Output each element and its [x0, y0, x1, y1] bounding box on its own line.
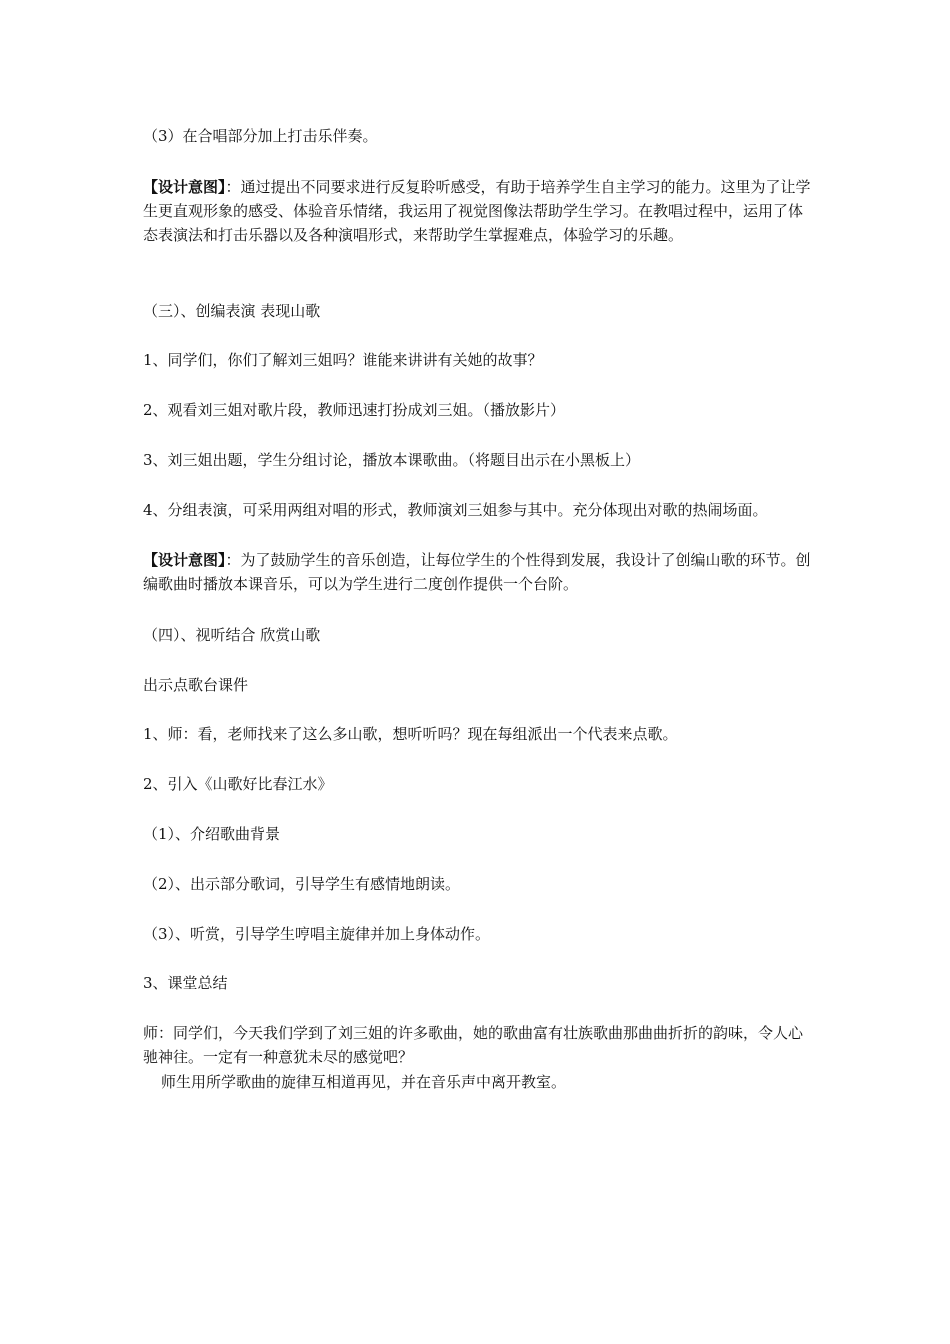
paragraph-text: （三）、创编表演 表现山歌 — [143, 302, 321, 320]
paragraph-step-4 — [143, 498, 811, 522]
paragraph-sub-1 — [143, 822, 811, 846]
paragraph-percussion — [143, 124, 811, 148]
paragraph-text: 1、师：看，老师找来了这么多山歌，想听听吗？现在每组派出一个代表来点歌。 — [143, 725, 678, 743]
paragraph-summary-heading — [143, 971, 811, 995]
paragraph-design-intent-2 — [143, 548, 811, 596]
paragraph-text: 师：同学们，今天我们学到了刘三姐的许多歌曲，她的歌曲富有壮族歌曲那曲曲折折的韵味，令人心驰神往。一定有一种意犹未尽的感觉吧？ — [143, 1024, 804, 1066]
paragraph-text: 3、刘三姐出题，学生分组讨论，播放本课歌曲。（将题目出示在小黑板上） — [143, 451, 641, 469]
paragraph-sub-3 — [143, 922, 811, 946]
paragraph-text: （2）、出示部分歌词，引导学生有感情地朗读。 — [143, 875, 461, 893]
section-heading-3 — [143, 299, 811, 323]
paragraph-text: 4、分组表演，可采用两组对唱的形式，教师演刘三姐参与其中。充分体现出对歌的热闹场面。 — [143, 501, 768, 519]
paragraph-text: ：通过提出不同要求进行反复聆听感受，有助于培养学生自主学习的能力。这里为了让学生更直观形象的感受、体验音乐情绪，我运用了视觉图像法帮助学生学习。在教唱过程中，运用了体态表演法和打击乐器以及各种演唱形式，来帮助学生掌握难点，体验学习的乐趣。 — [143, 178, 811, 244]
paragraph-text: 1、同学们，你们了解刘三姐吗？谁能来讲讲有关她的故事？ — [143, 351, 543, 369]
paragraph-text: 2、引入《山歌好比春江水》 — [143, 775, 333, 793]
paragraph-text: 2、观看刘三姐对歌片段，教师迅速打扮成刘三姐。（播放影片） — [143, 401, 566, 419]
paragraph-text: 3、课堂总结 — [143, 974, 228, 992]
design-intent-label: 【设计意图】 — [143, 551, 226, 569]
paragraph-farewell — [143, 1070, 811, 1094]
paragraph-listen-2 — [143, 772, 811, 796]
paragraph-text: （四）、视听结合 欣赏山歌 — [143, 626, 321, 644]
paragraph-text: 师生用所学歌曲的旋律互相道再见，并在音乐声中离开教室。 — [161, 1073, 567, 1091]
paragraph-design-intent-1 — [143, 175, 811, 247]
paragraph-teacher-summary — [143, 1021, 811, 1069]
paragraph-text: 出示点歌台课件 — [143, 676, 249, 694]
paragraph-listen-1 — [143, 722, 811, 746]
paragraph-step-3 — [143, 448, 811, 472]
paragraph-text: （3）、听赏，引导学生哼唱主旋律并加上身体动作。 — [143, 925, 491, 943]
paragraph-text: ：为了鼓励学生的音乐创造，让每位学生的个性得到发展，我设计了创编山歌的环节。创编歌曲时播放本课音乐，可以为学生进行二度创作提供一个台阶。 — [143, 551, 811, 593]
paragraph-text: （1）、介绍歌曲背景 — [143, 825, 281, 843]
paragraph-sub-2 — [143, 872, 811, 896]
section-heading-4 — [143, 623, 811, 647]
paragraph-courseware — [143, 673, 811, 697]
paragraph-text: （3）在合唱部分加上打击乐伴奏。 — [143, 127, 378, 145]
paragraph-step-2 — [143, 398, 811, 422]
paragraph-step-1 — [143, 348, 811, 372]
design-intent-label: 【设计意图】 — [143, 178, 226, 196]
